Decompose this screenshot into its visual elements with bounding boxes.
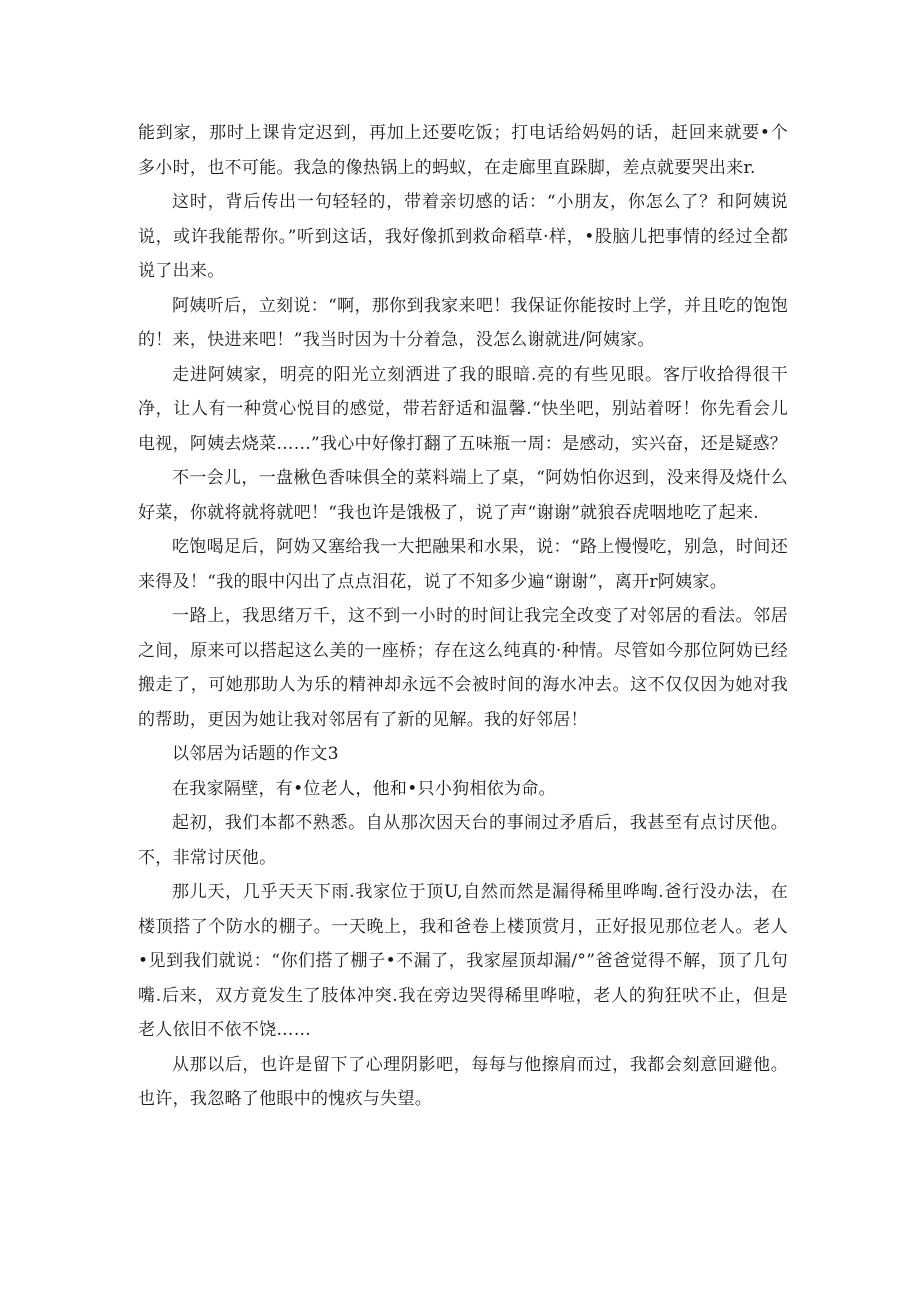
paragraph-9: 起初，我们本都不熟悉。自从那次因天台的事闹过矛盾后，我甚至有点讨厌他。不，非常讨厌他。: [138, 813, 788, 868]
paragraph-11: 从那以后，也许是留下了心理阴影吧，每每与他擦肩而过，我都会刻意回避他。也许，我忽略了他眼中的愧疚与失望。: [138, 1054, 788, 1109]
essay-heading: 以邻居为话题的作文3: [172, 744, 339, 764]
paragraph-4: 走进阿姨家，明亮的阳光立刻洒进了我的眼暗.亮的有些见眼。客厅收拾得很干净，让人有一种赏心悦目的感觉，带若舒适和温馨.“快坐吧，别站着呀！你先看会儿电视，阿姨去烧菜……”我心中好像打翻了五味瓶一周：是感动，实兴奋，还是疑惑？: [138, 364, 788, 454]
paragraph-10: 那儿天，几乎天天下雨.我家位于顶U,自然而然是漏得稀里哗啕.爸行没办法，在楼顶搭了个防水的棚子。一天晚上，我和爸卷上楼顶赏月，正好报见那位老人。老人•见到我们就说：“你们搭了棚子•不漏了，我家屋顶却漏/°”爸爸觉得不解，顶了几句嘴.后来，双方竟发生了肢体冲突.我在旁边哭得稀里哗啦，老人的狗狂吠不止，但是老人依旧不依不饶……: [138, 882, 788, 1040]
document-page: [138, 116, 788, 1117]
paragraph-6: 吃饱喝足后，阿妫又塞给我一大把融果和水果，说：“路上慢慢吃，别急，时间还来得及！“我的眼中闪出了点点泪花，说了不知多少遍“谢谢”，离开r阿姨家。: [138, 537, 788, 592]
paragraph-1: 能到家，那时上课肯定迟到，再加上还要吃饭；打电话给妈妈的话，赶回来就要•个多小时，也不可能。我急的像热锅上的蚂蚁，在走廊里直跺脚，差点就要哭出来r.: [138, 123, 788, 178]
paragraph-3: 阿姨听后，立刻说：“啊，那你到我家来吧！我保证你能按时上学，并且吃的饱饱的！来，快进来吧！”我当时因为十分着急，没怎么谢就进/阿姨家。: [138, 295, 788, 350]
paragraph-7: 一路上，我思绪万千，这不到一小时的时间让我完全改变了对邻居的看法。邻居之间，原来可以搭起这么美的一座桥；存在这么纯真的·种情。尽管如今那位阿妫已经搬走了，可她那助人为乐的精神却永远不会被时间的海水冲去。这不仅仅因为她对我的帮助，更因为她让我对邻居有了新的见解。我的好邻居！: [138, 606, 788, 730]
paragraph-2: 这时，背后传出一句轻轻的，带着亲切感的话：“小朋友，你怎么了？和阿姨说说，或许我能帮你。”听到这话，我好像抓到救命稻草·样，•股脑儿把事情的经过全都说了出来。: [138, 192, 788, 281]
paragraph-5: 不一会儿，一盘楸色香味俱全的菜料端上了桌，“阿妫怕你迟到，没来得及烧什么好菜，你就将就将就吧！“我也许是饿极了，说了声“谢谢”就狼吞虎咽地吃了起来.: [138, 468, 788, 523]
paragraph-8: 在我家隔壁，有•位老人，他和•只小狗相依为命。: [172, 778, 556, 799]
